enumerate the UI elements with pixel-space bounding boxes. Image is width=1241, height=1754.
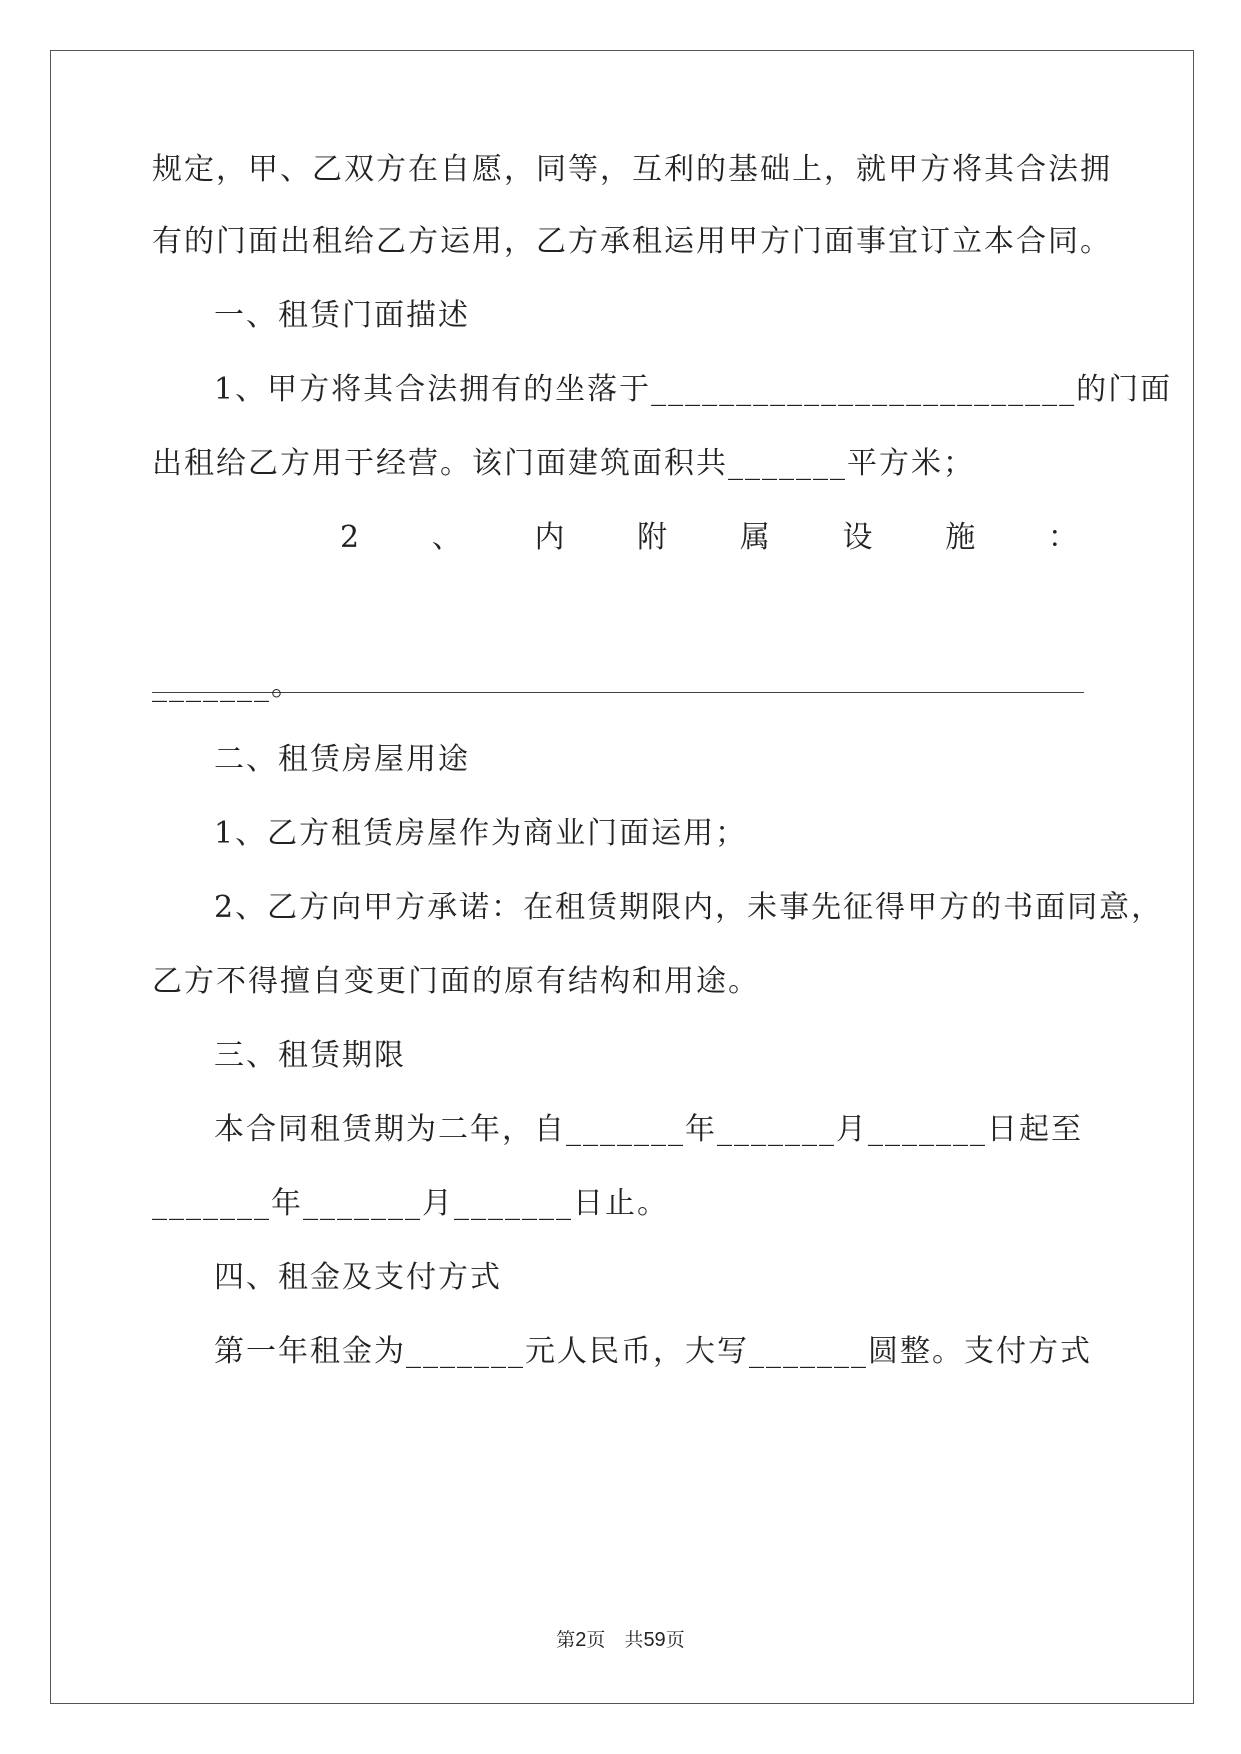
spread-char: 施 [945,520,978,555]
paragraph-line: 第一年租金为_______元人民币，大写_______圆整。支付方式 [214,1334,1092,1369]
paragraph-line: 出租给乙方用于经营。该门面建筑面积共_______平方米； [152,446,975,481]
paragraph-line: _______。 [152,668,303,703]
section-heading: 二、租赁房屋用途 [214,742,470,777]
paragraph-line: 本合同租赁期为二年，自_______年_______月_______日起至 [214,1112,1083,1147]
paragraph-line: _______年_______月_______日止。 [152,1186,669,1221]
paragraph-line: 2、乙方向甲方承诺：在租赁期限内，未事先征得甲方的书面同意， [214,890,1164,925]
spread-line [340,518,1080,558]
spread-char: 附 [637,520,670,555]
paragraph-line: 1、甲方将其合法拥有的坐落于_________________________的门面 [214,372,1173,407]
section-heading: 一、租赁门面描述 [214,298,470,333]
section-heading: 三、租赁期限 [214,1038,406,1073]
paragraph-line: 乙方不得擅自变更门面的原有结构和用途。 [152,964,760,999]
page-footer [0,1625,1241,1652]
spread-char: 属 [739,520,772,555]
paragraph-line: 1、乙方租赁房屋作为商业门面运用； [214,816,748,851]
spread-char: 内 [534,520,567,555]
footer-page-number: 2 [575,1629,587,1651]
spread-char: 2 [340,520,362,555]
footer-suffix: 页 [665,1629,685,1651]
footer-total-pages: 59 [643,1629,666,1651]
footer-mid: 页 共 [586,1629,644,1651]
paragraph-line: 有的门面出租给乙方运用，乙方承租运用甲方门面事宜订立本合同。 [152,224,1112,259]
spread-char: ： [1047,520,1080,555]
paragraph-line: 规定，甲、乙双方在自愿，同等，互利的基础上，就甲方将其合法拥 [152,152,1112,187]
spread-char: 、 [431,520,464,555]
footer-prefix: 第 [556,1629,576,1651]
section-heading: 四、租金及支付方式 [214,1260,502,1295]
spread-char: 设 [842,520,875,555]
